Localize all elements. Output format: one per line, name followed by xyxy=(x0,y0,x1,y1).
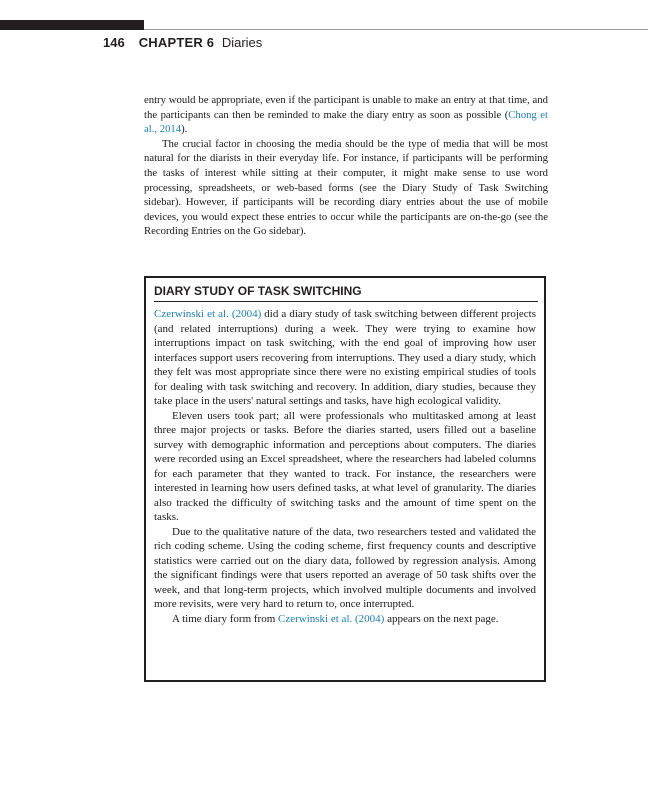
citation-link[interactable]: Czerwinski et al. (2004) xyxy=(154,308,262,320)
sidebar-paragraph: Eleven users took part; all were professionals who multitasked among at least three major projects or tasks. Before the diaries started, users filled out a baseline survey with demographic information and perceptions about computers. The diaries were recorded using an Excel spreadsheet, where the researchers had labeled columns for each parameter that they wanted to track. For instance, the researchers were interested in learning how users defined tasks, at what level of granularity. The diaries also tracked the difficulty of switching tasks and the amount of time spent on the tasks. xyxy=(154,409,536,523)
sidebar-paragraph xyxy=(154,612,536,627)
sidebar-box xyxy=(144,276,546,682)
running-header xyxy=(103,35,262,50)
page-number: 146 xyxy=(103,35,125,50)
paragraph-text: appears on the next page. xyxy=(384,612,499,625)
citation-link[interactable]: Czerwinski et al. (2004) xyxy=(278,612,385,625)
sidebar-paragraph: Due to the qualitative nature of the data, two researchers tested and validated the rich coding scheme. Using the coding scheme, first frequency counts and descriptive statistics were carried out on the diary data, followed by regression analysis. Among the significant findings were that users reported an average of 50 task shifts over the week, and that long-term projects, which involved multiple documents and involved more revisits, were very hard to return to, once interrupted. xyxy=(154,525,536,610)
header-rule xyxy=(144,29,648,30)
paragraph xyxy=(144,93,548,137)
paragraph: The crucial factor in choosing the media should be the type of media that will be most natural for the diarists in their everyday life. For instance, if participants will be performing the tasks of interest while sitting at their computer, it might make sense to use word processing, spreadsheets, or web-based forms (see the Diary Study of Task Switching sidebar). However, if participants will be recording diary entries about the use of mobile devices, you would expect these entries to occur while the participants are on-the-go (see the Recording Entries on the Go sidebar). xyxy=(144,137,548,238)
sidebar-paragraph xyxy=(154,307,536,409)
citation-link[interactable]: Chong et al., 2014 xyxy=(144,108,548,136)
paragraph-text: entry would be appropriate, even if the participant is unable to make an entry at that time, and the participants can then be reminded to make the diary entry as soon as possible ( xyxy=(144,94,548,121)
header-bar xyxy=(0,20,144,30)
chapter-label: CHAPTER 6 xyxy=(138,35,215,50)
paragraph-text: A time diary form from xyxy=(172,612,279,625)
paragraph-text: ). xyxy=(181,123,188,136)
paragraph-text: did a diary study of task switching between different projects (and related interruptions) during a week. They were trying to examine how interruptions impact on task switching, with the end goal of improving how user interfaces support users recovering from interruptions. They used a diary study, which they felt was most appropriate since there were no existing empirical studies of tools for dealing with task switching and recovery. In addition, diary studies, because they take place in the users' natural settings and tasks, have high ecological validity. xyxy=(154,308,536,407)
main-text xyxy=(144,93,548,239)
sidebar-title: DIARY STUDY OF TASK SWITCHING xyxy=(154,284,538,302)
chapter-name: Diaries xyxy=(221,35,263,50)
sidebar-text xyxy=(154,307,536,626)
